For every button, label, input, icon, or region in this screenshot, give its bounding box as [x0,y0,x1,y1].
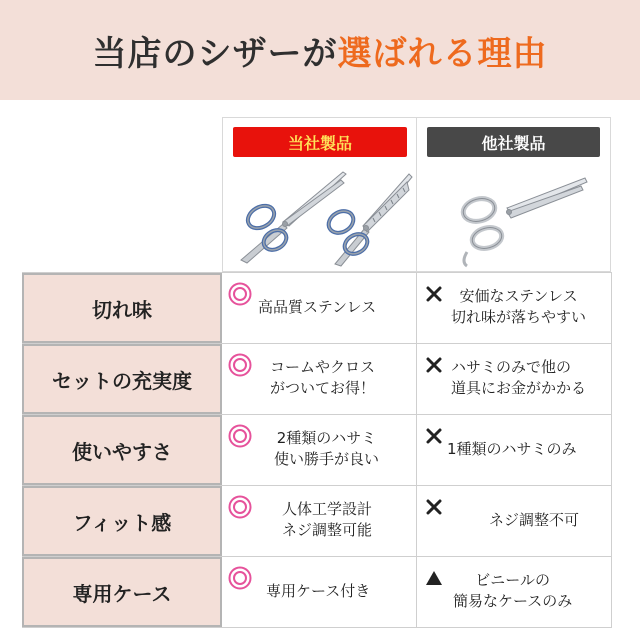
row-label: フィット感 [22,486,222,556]
other-text [451,357,586,399]
other-cell [417,415,612,485]
text-line: 使い勝手が良い [274,450,380,468]
text-line: ネジ調整不可 [489,511,580,529]
row-label: セットの充実度 [22,344,222,414]
table-row [22,273,612,344]
text-line: ネジ調整可能 [282,521,373,539]
other-text [451,286,586,328]
cross-icon [425,285,443,303]
single-scissors-image [417,162,612,270]
table-row [22,486,612,557]
text-line: 人体工学設計 [282,500,373,518]
ours-text [270,357,375,399]
other-text [453,570,572,612]
text-line: 切れ味が落ちやすい [451,308,587,326]
ours-text [274,428,379,470]
text-line: がついてお得！ [270,379,376,397]
other-text [489,510,579,531]
ours-cell [222,486,417,556]
text-line: 専用ケース付き [266,582,371,600]
other-cell [417,486,612,556]
title-part-2: 選ばれる理由 [337,33,548,74]
page-title [0,0,640,100]
text-line: ビニールの [475,571,550,589]
text-line: 高品質ステンレス [258,298,377,316]
comparison-table [22,272,612,628]
double-circle-icon [228,424,252,448]
other-cell [417,557,612,627]
double-circle-icon [228,495,252,519]
text-line: 2種類のハサミ [276,429,377,447]
ours-cell [222,273,417,343]
text-line: 安価なステンレス [459,287,578,305]
text-line: 1種類のハサミのみ [447,440,577,458]
ours-text [258,297,376,318]
column-header-ours [222,117,417,272]
other-cell [417,344,612,414]
ours-text [266,581,370,602]
text-line: ハサミのみで他の [451,358,572,376]
table-row [22,344,612,415]
double-circle-icon [228,282,252,306]
text-line: 簡易なケースのみ [453,592,573,610]
row-label: 専用ケース [22,557,222,627]
table-row [22,557,612,628]
text-line: 道具にお金がかかる [451,379,587,397]
ours-cell [222,557,417,627]
text-line: コームやクロス [270,358,376,376]
double-circle-icon [228,353,252,377]
ours-cell [222,344,417,414]
triangle-icon [425,569,443,587]
cross-icon [425,498,443,516]
ours-text [282,499,372,541]
other-text [447,439,577,460]
ours-badge: 当社製品 [233,127,407,157]
column-header-other [416,117,611,272]
table-row [22,415,612,486]
other-cell [417,273,612,343]
cross-icon [425,427,443,445]
title-part-1: 当店のシザーが [92,33,338,74]
double-circle-icon [228,566,252,590]
row-label: 切れ味 [22,273,222,343]
other-badge: 他社製品 [427,127,600,157]
scissors-set-image [223,162,418,270]
cross-icon [425,356,443,374]
ours-cell [222,415,417,485]
row-label: 使いやすさ [22,415,222,485]
